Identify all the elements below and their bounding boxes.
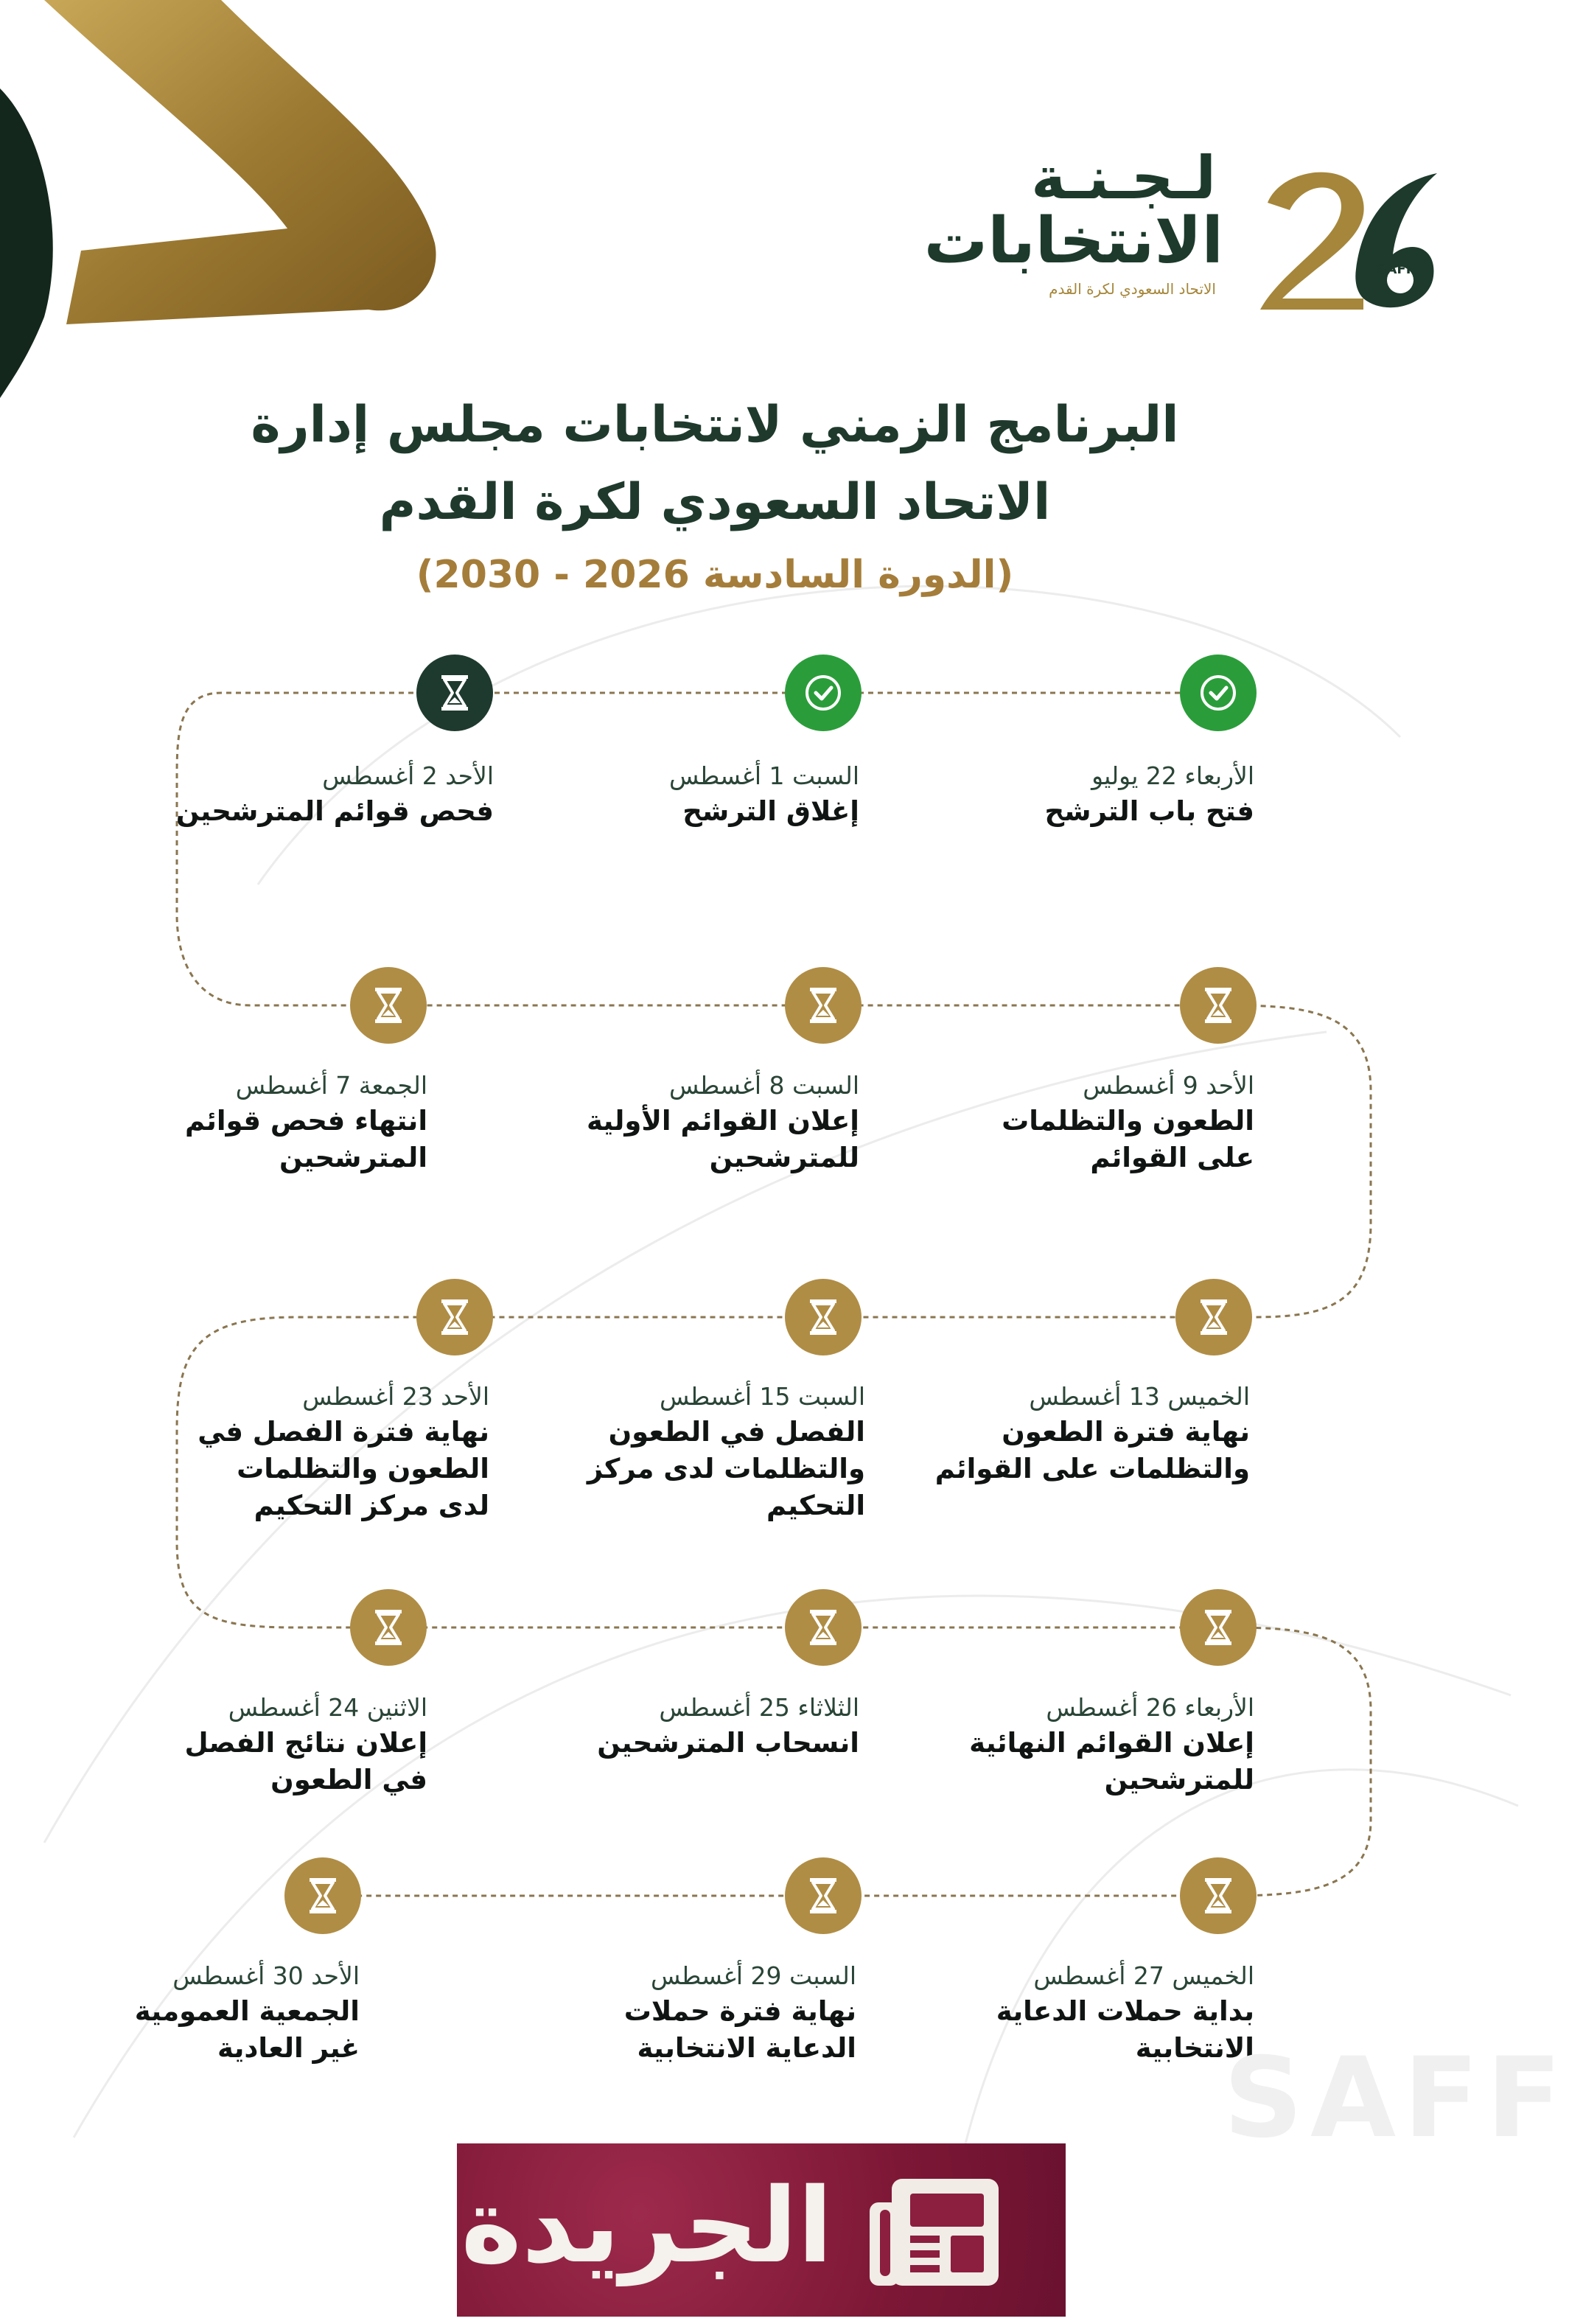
timeline-node-12 bbox=[350, 1589, 427, 1666]
hourglass-icon bbox=[416, 655, 493, 731]
event-9 bbox=[198, 1380, 489, 1524]
event-date: الأربعاء 22 يوليو bbox=[1091, 761, 1254, 790]
event-date: الخميس 27 أغسطس bbox=[1033, 1961, 1254, 1990]
event-title: الدعاية الانتخابية bbox=[637, 2032, 856, 2064]
check-circle-icon bbox=[785, 655, 862, 731]
event-title: والتظلمات على القوائم bbox=[934, 1453, 1250, 1484]
event-13 bbox=[996, 1959, 1254, 2067]
hourglass-icon bbox=[350, 967, 427, 1044]
saff-watermark: SAFF bbox=[1223, 2034, 1569, 2163]
event-title: انسحاب المترشحين bbox=[597, 1727, 859, 1759]
event-date: الاثنين 24 أغسطس bbox=[228, 1693, 427, 1722]
event-10 bbox=[969, 1691, 1254, 1798]
event-date: الأحد 9 أغسطس bbox=[1083, 1071, 1254, 1100]
footer-brand-banner bbox=[457, 2143, 1066, 2317]
timeline-node-7 bbox=[1175, 1279, 1252, 1355]
event-title: للمترشحين bbox=[709, 1142, 859, 1173]
timeline-node-5 bbox=[785, 967, 862, 1044]
event-title: إعلان القوائم الأولية bbox=[586, 1105, 859, 1137]
newspaper-icon bbox=[870, 2173, 1002, 2291]
page-title-line2: الاتحاد السعودي لكرة القدم bbox=[379, 473, 1051, 531]
hourglass-icon bbox=[785, 1857, 862, 1934]
event-title: والتظلمات لدى مركز bbox=[587, 1453, 865, 1484]
hourglass-icon bbox=[1180, 1589, 1257, 1666]
saff-26-logo-mark bbox=[1253, 158, 1437, 313]
timeline-node-8 bbox=[785, 1279, 862, 1355]
event-4 bbox=[1002, 1069, 1254, 1176]
event-title: نهاية فترة الطعون bbox=[1002, 1416, 1250, 1448]
event-date: السبت 8 أغسطس bbox=[668, 1071, 859, 1100]
event-title: في الطعون bbox=[270, 1764, 427, 1796]
event-date: الثلاثاء 25 أغسطس bbox=[659, 1693, 859, 1722]
event-title: للمترشحين bbox=[1104, 1764, 1254, 1796]
event-title: إغلاق الترشح bbox=[682, 795, 859, 827]
hourglass-icon bbox=[1180, 967, 1257, 1044]
timeline-node-1 bbox=[1180, 655, 1257, 731]
event-8 bbox=[587, 1380, 865, 1524]
logo-subtitle: الاتحاد السعودي لكرة القدم bbox=[1049, 280, 1216, 298]
check-circle-icon bbox=[1180, 655, 1257, 731]
event-1 bbox=[1045, 759, 1254, 830]
timeline-node-9 bbox=[416, 1279, 493, 1355]
saff-mark-text: SAFF bbox=[1377, 262, 1415, 277]
gold-swoosh bbox=[44, 0, 436, 324]
event-title: نهاية فترة الفصل في bbox=[198, 1416, 489, 1448]
event-date: الأحد 23 أغسطس bbox=[302, 1382, 489, 1411]
logo-title-line1: لـجـنـة bbox=[1031, 144, 1216, 212]
event-3 bbox=[176, 759, 494, 830]
event-date: السبت 29 أغسطس bbox=[650, 1961, 856, 1990]
hourglass-icon bbox=[416, 1279, 493, 1355]
event-title: المترشحين bbox=[279, 1142, 427, 1173]
event-title: إعلان نتائج الفصل bbox=[184, 1727, 427, 1759]
logo-title-line2: الانتخابات bbox=[923, 204, 1223, 278]
hourglass-icon bbox=[785, 1279, 862, 1355]
event-6 bbox=[185, 1069, 427, 1176]
timeline-node-10 bbox=[1180, 1589, 1257, 1666]
event-title: إعلان القوائم النهائية bbox=[969, 1727, 1254, 1759]
event-7 bbox=[935, 1380, 1250, 1487]
hourglass-icon bbox=[350, 1589, 427, 1666]
event-date: الأحد 2 أغسطس bbox=[322, 761, 494, 790]
page-subtitle: (الدورة السادسة 2026 - 2030) bbox=[416, 553, 1014, 597]
event-title: انتهاء فحص قوائم bbox=[184, 1105, 427, 1137]
event-15 bbox=[135, 1959, 360, 2067]
event-14 bbox=[624, 1959, 856, 2067]
timeline-node-6 bbox=[350, 967, 427, 1044]
event-title: فحص قوائم المترشحين bbox=[175, 795, 494, 827]
footer-brand-text: الجريدة bbox=[461, 2166, 833, 2286]
hourglass-icon bbox=[785, 1589, 862, 1666]
timeline-node-2 bbox=[785, 655, 862, 731]
event-title: على القوائم bbox=[1090, 1142, 1254, 1173]
event-title: الطعون والتظلمات bbox=[237, 1453, 489, 1484]
green-crescent bbox=[0, 88, 53, 398]
elections-committee-logo bbox=[923, 144, 1437, 321]
event-title: غير العادية bbox=[217, 2032, 360, 2064]
timeline-node-3 bbox=[416, 655, 493, 731]
event-date: السبت 15 أغسطس bbox=[659, 1382, 865, 1411]
timeline-node-13 bbox=[1180, 1857, 1257, 1934]
event-11 bbox=[597, 1691, 859, 1762]
event-title: الطعون والتظلمات bbox=[1002, 1105, 1254, 1137]
event-title: الفصل في الطعون bbox=[608, 1416, 865, 1448]
timeline-node-4 bbox=[1180, 967, 1257, 1044]
event-title: الجمعية العمومية bbox=[134, 1995, 360, 2027]
event-title: التحكيم bbox=[766, 1490, 865, 1521]
event-title: فتح باب الترشح bbox=[1044, 795, 1254, 827]
event-12 bbox=[184, 1691, 427, 1798]
event-date: الأربعاء 26 أغسطس bbox=[1046, 1693, 1254, 1722]
hourglass-icon bbox=[1175, 1279, 1252, 1355]
event-date: السبت 1 أغسطس bbox=[668, 761, 859, 790]
event-title: الانتخابية bbox=[1135, 2032, 1254, 2064]
hourglass-icon bbox=[284, 1857, 361, 1934]
event-title: لدى مركز التحكيم bbox=[254, 1490, 489, 1521]
event-2 bbox=[669, 759, 859, 830]
page-title-line1: البرنامج الزمني لانتخابات مجلس إدارة bbox=[251, 396, 1179, 454]
timeline-node-14 bbox=[785, 1857, 862, 1934]
event-date: الجمعة 7 أغسطس bbox=[235, 1071, 427, 1100]
timeline-node-15 bbox=[284, 1857, 361, 1934]
event-5 bbox=[587, 1069, 859, 1176]
timeline-node-11 bbox=[785, 1589, 862, 1666]
hourglass-icon bbox=[785, 967, 862, 1044]
event-date: الخميس 13 أغسطس bbox=[1029, 1382, 1250, 1411]
event-date: الأحد 30 أغسطس bbox=[172, 1961, 360, 1990]
event-title: نهاية فترة حملات bbox=[623, 1995, 856, 2027]
hourglass-icon bbox=[1180, 1857, 1257, 1934]
event-title: بداية حملات الدعاية bbox=[996, 1995, 1254, 2027]
